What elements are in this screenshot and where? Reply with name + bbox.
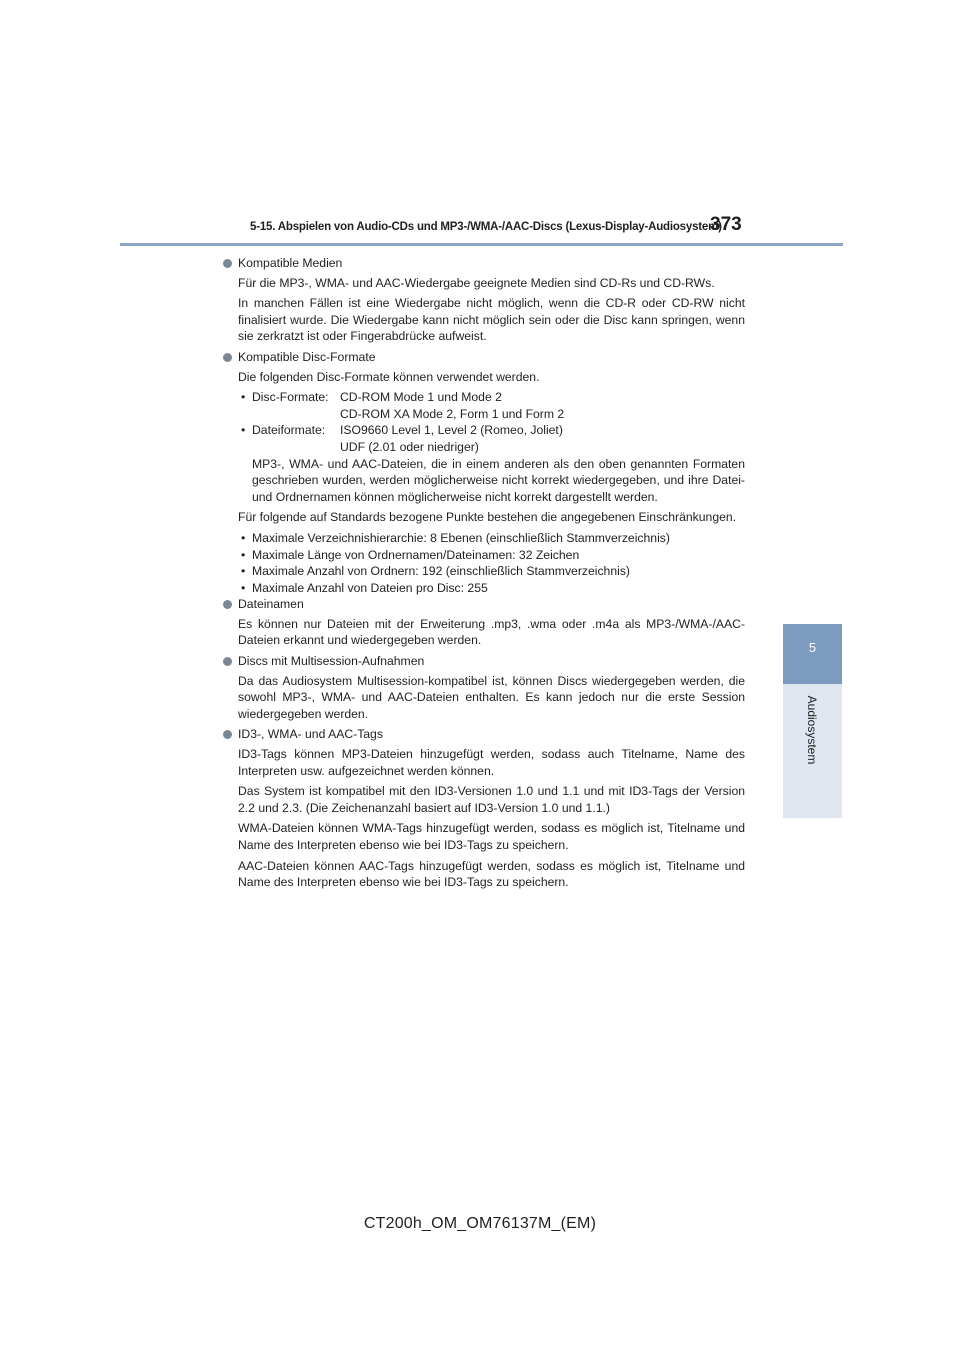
limit-text: Maximale Länge von Ordnernamen/Dateinamen: 32 Zeichen <box>252 547 580 562</box>
section-title <box>222 255 745 272</box>
bullet-circle-icon <box>223 600 232 609</box>
limit-item <box>238 547 745 564</box>
format-item-file <box>238 422 745 505</box>
header-divider <box>120 243 843 246</box>
section-title <box>222 726 745 743</box>
limit-item <box>238 530 745 547</box>
running-header-title: 5-15. Abspielen von Audio-CDs und MP3-/WMA-/AAC-Discs (Lexus-Display-Audiosystem) <box>250 221 722 233</box>
bullet-circle-icon <box>223 259 232 268</box>
limit-text: Maximale Anzahl von Dateien pro Disc: 255 <box>252 580 488 595</box>
bullet-circle-icon <box>223 657 232 666</box>
chapter-number: 5 <box>808 640 817 655</box>
section-compatible-media <box>222 255 745 345</box>
bullet-dot-icon: • <box>241 580 246 595</box>
section-disc-formats <box>222 349 745 596</box>
section-multisession <box>222 653 745 722</box>
section-title-text: Kompatible Disc-Formate <box>238 349 376 364</box>
format-value: ISO9660 Level 1, Level 2 (Romeo, Joliet) <box>340 423 563 438</box>
paragraph: In manchen Fällen ist eine Wiedergabe nicht möglich, wenn die CD-R oder CD-RW nicht finalisiert wurde. Die Wiedergabe kann nicht möglich sein oder die Disc kann springen, wenn sie zerkratzt ist oder Fingerabdrücke aufweist. <box>238 296 745 344</box>
format-term: Disc-Formate: <box>252 390 329 405</box>
paragraph: ID3-Tags können MP3-Dateien hinzugefügt werden, sodass auch Titelname, Name des Interpreten usw. aufgezeichnet werden können. <box>238 747 745 778</box>
limit-item <box>238 563 745 580</box>
bullet-dot-icon: • <box>241 530 246 545</box>
bullet-dot-icon: • <box>241 423 246 438</box>
paragraph: Da das Audiosystem Multisession-kompatibel ist, können Discs wiedergegeben werden, die sowohl MP3-, WMA- und AAC-Dateien enthalten. Es kann jedoch nur die erste Session wiedergegeben werden. <box>238 673 745 721</box>
page-number: 373 <box>710 214 742 235</box>
chapter-label-text: Audiosystem <box>805 695 819 765</box>
bullet-dot-icon: • <box>241 390 246 405</box>
paragraph: Das System ist kompatibel mit den ID3-Versionen 1.0 und 1.1 und mit ID3-Tags der Version 2.2 und 2.3. (Die Zeichenanzahl basiert auf ID3-Version 1.0 und 1.1.) <box>238 784 745 815</box>
paragraph: AAC-Dateien können AAC-Tags hinzugefügt werden, sodass es möglich ist, Titelname und Name des Interpreten ebenso wie bei ID3-Tags zu speichern. <box>238 858 745 890</box>
footer-document-code: CT200h_OM_OM76137M_(EM) <box>363 1215 597 1232</box>
section-title-text: ID3-, WMA- und AAC-Tags <box>238 727 383 742</box>
section-filenames <box>222 596 745 649</box>
section-title-text: Discs mit Multisession-Aufnahmen <box>238 654 425 669</box>
section-title <box>222 349 745 366</box>
format-value: UDF (2.01 oder niedriger) <box>340 439 479 454</box>
format-note: MP3-, WMA- und AAC-Dateien, die in einem anderen als den oben genannten Formaten geschrieben wurden, werden möglicherweise nicht korrekt wiedergegeben, und ihre Datei- und Ordnernamen können möglicherweise nicht korrekt dargestellt werden. <box>252 456 745 504</box>
page-content <box>222 255 745 895</box>
paragraph: Für folgende auf Standards bezogene Punkte bestehen die angegebenen Einschränkungen. <box>238 510 737 525</box>
paragraph: Die folgenden Disc-Formate können verwendet werden. <box>238 369 540 384</box>
bullet-dot-icon: • <box>241 564 246 579</box>
limit-item <box>238 580 745 597</box>
bullet-dot-icon: • <box>241 547 246 562</box>
section-title <box>222 596 745 613</box>
paragraph: Es können nur Dateien mit der Erweiterung .mp3, .wma oder .m4a als MP3-/WMA-/AAC-Dateien erkannt und wiedergegeben werden. <box>238 616 745 648</box>
section-title-text: Kompatible Medien <box>238 256 343 270</box>
section-title-text: Dateinamen <box>238 597 304 612</box>
bullet-circle-icon <box>223 353 232 362</box>
limit-text: Maximale Verzeichnishierarchie: 8 Ebenen (einschließlich Stammverzeichnis) <box>252 530 670 545</box>
limit-text: Maximale Anzahl von Ordnern: 192 (einschließlich Stammverzeichnis) <box>252 564 630 579</box>
section-title <box>222 653 745 670</box>
format-value: CD-ROM Mode 1 und Mode 2 <box>340 390 502 405</box>
paragraph: WMA-Dateien können WMA-Tags hinzugefügt werden, sodass es möglich ist, Titelname und Name des Interpreten ebenso wie bei ID3-Tags zu speichern. <box>238 821 745 852</box>
format-value: CD-ROM XA Mode 2, Form 1 und Form 2 <box>340 406 565 421</box>
paragraph: Für die MP3-, WMA- und AAC-Wiedergabe geeignete Medien sind CD-Rs und CD-RWs. <box>238 275 715 290</box>
format-item-disc <box>238 389 745 422</box>
bullet-circle-icon <box>223 730 232 739</box>
format-term: Dateiformate: <box>252 423 326 438</box>
section-tags <box>222 726 745 890</box>
